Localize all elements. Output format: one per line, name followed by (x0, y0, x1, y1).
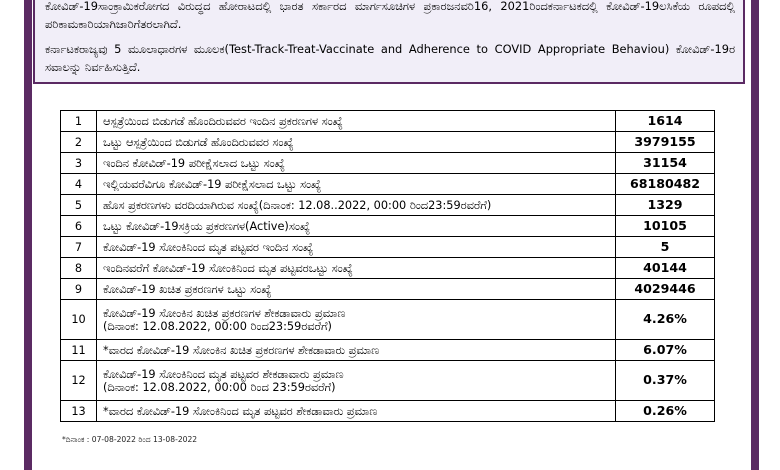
table-row (61, 258, 715, 279)
notice-paragraph-1: ಕೋವಿಡ್-19ಸಾಂಕ್ರಾಮಿಕರೋಗದ ವಿರುದ್ಧದ ಹೋರಾಟದಲ್ಲಿ ಭಾರತ ಸರ್ಕಾರದ ಮಾರ್ಗಸೂಚಿಗಳ ಪ್ರಕಾರಜನವರಿ16, 2021ರಿಂದಕರ್ನಾಟಕದಲ್ಲಿ ಕೋವಿಡ್-19ಲಸಿಕೆಯ ರೂಪದಲ್ಲಿ ಪರಿಕಾಮಕಾರಿಯಾಗಿಜಾರಿಗೆತರಲಾಗಿದೆ. (45, 0, 735, 32)
row-label-cell (97, 361, 616, 401)
table-row (61, 132, 715, 153)
table-row (61, 300, 715, 340)
table-body (61, 111, 715, 422)
table-row (61, 111, 715, 132)
notice-box (33, 0, 745, 84)
row-label: ಕೋವಿಡ್-19 ಸೋಂಕಿನಿಂದ ಮೃತ ಪಟ್ಟವರ ಶೇಕಡಾವಾರು ಪ್ರಮಾಣ (103, 367, 344, 381)
left-border-bar (24, 0, 32, 470)
footnote: *ದಿನಾಂಕ : 07-08-2022 ರಿಂದ 13-08-2022 (62, 435, 198, 444)
row-label: ಇಂದಿನ ಕೋವಿಡ್-19 ಪರೀಕ್ಷೆಸಲಾದ ಒಟ್ಟು ಸಂಖ್ಯೆ (103, 156, 285, 170)
table-row (61, 174, 715, 195)
row-number: 12 (61, 361, 97, 401)
row-number: 4 (61, 174, 97, 195)
row-label-cell (97, 340, 616, 361)
row-value: 4029446 (616, 279, 715, 300)
row-number: 8 (61, 258, 97, 279)
notice-paragraph-2: ಕರ್ನಾಟಕರಾಜ್ಯವು 5 ಮೂಲಾಧಾರಗಳ ಮೂಲಕ(Test-Track-Treat-Vaccinate and Adherence to COVID Appropriate Behaviou) ಕೋವಿಡ್-19ರ ಸವಾಲನ್ನು ನಿರ್ವಹಿಸುತ್ತಿದೆ. (45, 41, 735, 75)
row-value: 40144 (616, 258, 715, 279)
row-label-cell (97, 132, 616, 153)
row-value: 0.26% (616, 401, 715, 422)
row-label: ಇಂದಿನವರೆಗೆ ಕೋವಿಡ್-19 ಸೋಂಕಿನಿಂದ ಮೃತ ಪಟ್ಟವರಒಟ್ಟು ಸಂಖ್ಯೆ (103, 261, 353, 275)
row-label-date: (ದಿನಾಂಕ: 12.08.2022, 00:00 ರಿಂದ 23:59ರವರೆಗೆ) (103, 380, 336, 394)
row-label-cell (97, 195, 616, 216)
row-label-cell (97, 153, 616, 174)
row-label: ಕೋವಿಡ್-19 ಖಚಿತ ಪ್ರಕರಣಗಳ ಒಟ್ಟು ಸಂಖ್ಯೆ (103, 282, 272, 296)
row-number: 13 (61, 401, 97, 422)
row-label: *ವಾರದ ಕೋವಿಡ್-19 ಸೋಂಕಿನ ಖಚಿತ ಪ್ರಕರಣಗಳ ಶೇಕಡಾವಾರು ಪ್ರಮಾಣ (103, 343, 380, 357)
table-row (61, 195, 715, 216)
covid-statistics-table (60, 110, 715, 422)
row-label-cell (97, 258, 616, 279)
row-label-cell (97, 279, 616, 300)
row-label: ಇಲ್ಲಿಯವರೆವಿಗೂ ಕೋವಿಡ್-19 ಪರೀಕ್ಷೆಸಲಾದ ಒಟ್ಟು ಸಂಖ್ಯೆ (103, 177, 322, 191)
row-label: ಹೊಸ ಪ್ರಕರಣಗಳು ವರದಿಯಾಗಿರುವ ಸಂಖ್ಯೆ(ದಿನಾಂಕ: 12.08..2022, 00:00 ರಿಂದ23:59ರವರೆಗೆ) (103, 198, 492, 212)
table-row (61, 237, 715, 258)
row-value: 1329 (616, 195, 715, 216)
row-value: 68180482 (616, 174, 715, 195)
row-number: 9 (61, 279, 97, 300)
row-label-cell (97, 300, 616, 340)
row-value: 1614 (616, 111, 715, 132)
table-row (61, 153, 715, 174)
row-label-date: (ದಿನಾಂಕ: 12.08.2022, 00:00 ರಿಂದ23:59ರವರೆಗೆ) (103, 319, 332, 333)
row-number: 1 (61, 111, 97, 132)
row-value: 31154 (616, 153, 715, 174)
row-value: 10105 (616, 216, 715, 237)
row-value: 6.07% (616, 340, 715, 361)
row-value: 5 (616, 237, 715, 258)
row-number: 6 (61, 216, 97, 237)
table-row (61, 361, 715, 401)
row-label: ಕೋವಿಡ್-19 ಸೋಂಕಿನಿಂದ ಮೃತ ಪಟ್ಟವರ ಇಂದಿನ ಸಂಖ್ಯೆ (103, 240, 314, 254)
row-label-cell (97, 111, 616, 132)
row-number: 5 (61, 195, 97, 216)
row-label-cell (97, 174, 616, 195)
table-row (61, 279, 715, 300)
row-label: *ವಾರದ ಕೋವಿಡ್-19 ಸೋಂಕಿನಿಂದ ಮೃತ ಪಟ್ಟವರ ಶೇಕಡಾವಾರು ಪ್ರಮಾಣ (103, 404, 378, 418)
row-number: 11 (61, 340, 97, 361)
table-row (61, 401, 715, 422)
row-number: 3 (61, 153, 97, 174)
row-value: 4.26% (616, 300, 715, 340)
row-label: ಆಸ್ಪತ್ರೆಯಿಂದ ಬಿಡುಗಡೆ ಹೊಂದಿರುವವರ ಇಂದಿನ ಪ್ರಕರಣಗಳ ಸಂಖ್ಯೆ (103, 114, 343, 128)
row-number: 10 (61, 300, 97, 340)
row-label: ಒಟ್ಟು ಆಸ್ಪತ್ರೆಯಿಂದ ಬಿಡುಗಡೆ ಹೊಂದಿರುವವರ ಸಂಖ್ಯೆ (103, 135, 294, 149)
row-label: ಕೋವಿಡ್-19 ಸೋಂಕಿನ ಖಚಿತ ಪ್ರಕರಣಗಳ ಶೇಕಡಾವಾರು ಪ್ರಮಾಣ (103, 306, 346, 320)
row-label: ಒಟ್ಟು ಕೋವಿಡ್-19ಸಕ್ರಿಯ ಪ್ರಕರಣಗಳ(Active)ಸಂಖ್ಯೆ (103, 219, 311, 233)
row-label-cell (97, 237, 616, 258)
row-label-cell (97, 216, 616, 237)
table-row (61, 340, 715, 361)
row-number: 7 (61, 237, 97, 258)
right-border-bar (751, 0, 759, 470)
row-value: 3979155 (616, 132, 715, 153)
table-row (61, 216, 715, 237)
row-value: 0.37% (616, 361, 715, 401)
row-number: 2 (61, 132, 97, 153)
row-label-cell (97, 401, 616, 422)
